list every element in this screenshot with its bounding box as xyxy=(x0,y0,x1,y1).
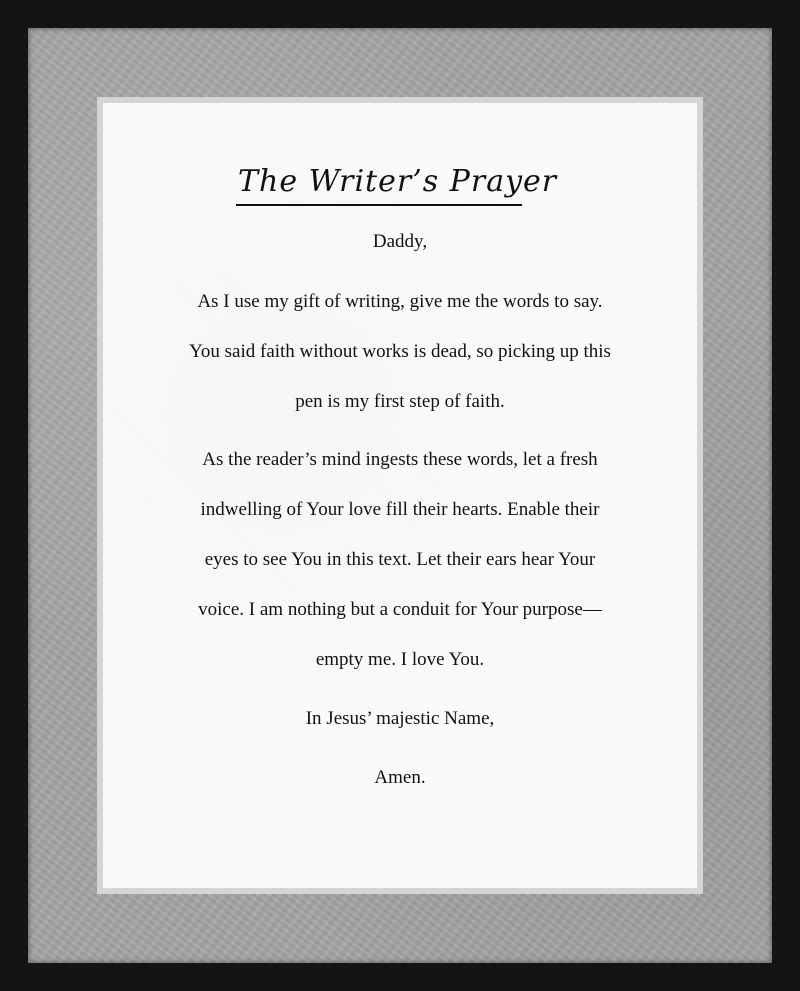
greeting-line: Daddy, xyxy=(372,231,428,252)
prayer-line: empty me. I love You. xyxy=(315,649,485,670)
prayer-line: voice. I am nothing but a conduit for Your purpose— xyxy=(198,599,602,620)
prayer-line: As the reader’s mind ingests these words, let a fresh xyxy=(202,449,598,470)
amen-line: Amen. xyxy=(374,767,426,788)
prayer-line: As I use my gift of writing, give me the words to say. xyxy=(197,291,603,312)
prayer-line: eyes to see You in this text. Let their ears hear Your xyxy=(204,549,596,570)
closing-line: In Jesus’ majestic Name, xyxy=(305,708,495,729)
prayer-title: The Writer’s Prayer xyxy=(238,164,558,199)
prayer-line: You said faith without works is dead, so picking up this xyxy=(189,341,611,362)
title-underline xyxy=(236,204,522,206)
prayer-line: pen is my first step of faith. xyxy=(295,391,505,412)
prayer-line: indwelling of Your love fill their hearts. Enable their xyxy=(200,499,600,520)
